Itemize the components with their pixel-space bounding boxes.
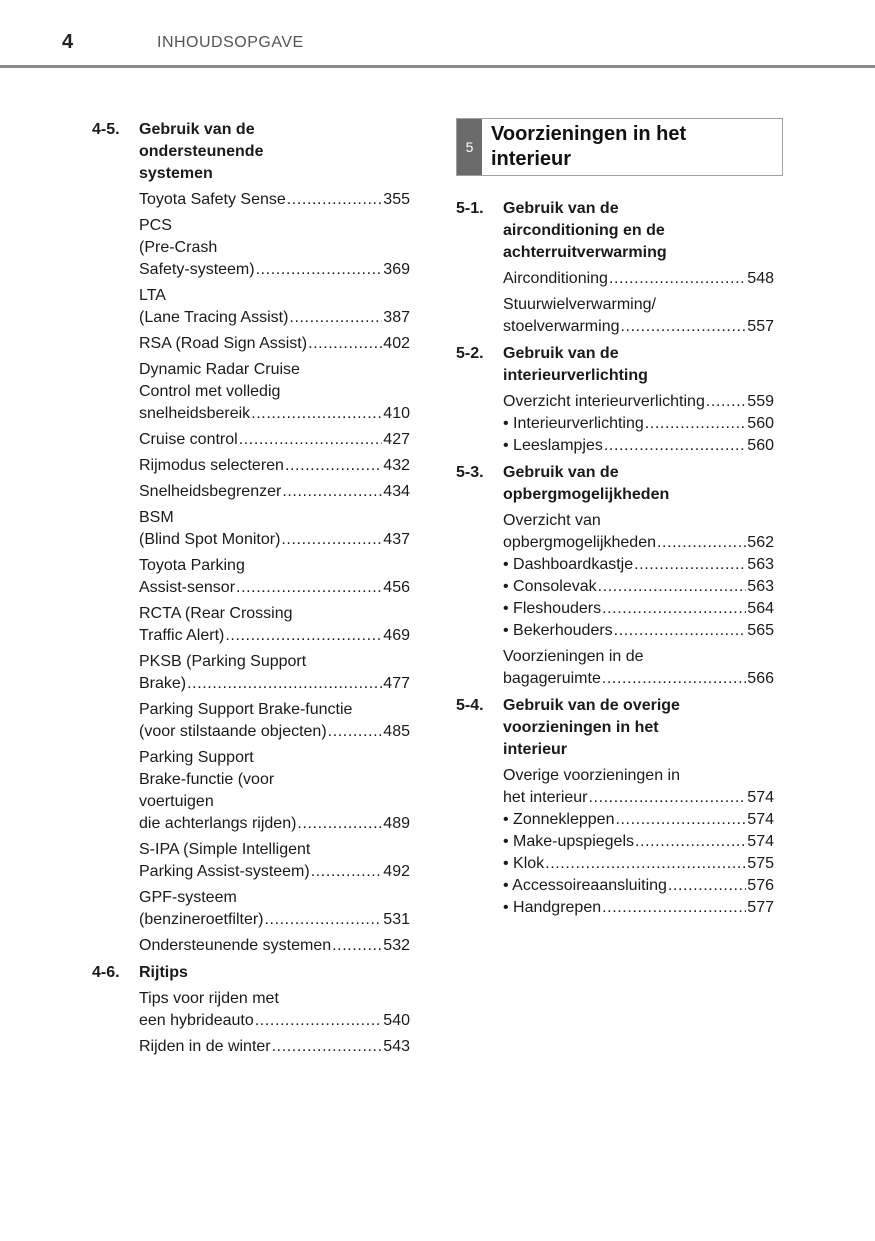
section-title [503, 695, 774, 761]
toc-page-number: 559 [747, 393, 774, 410]
toc-entry[interactable] [503, 554, 774, 576]
toc-entry-text: RCTA (Rear Crossing [139, 605, 293, 622]
section-title-line: interieurverlichting [503, 367, 648, 384]
header-divider [0, 65, 875, 68]
toc-entry-text: Overzicht interieurverlichting [503, 393, 705, 410]
section-title-line: Gebruik van de [503, 200, 619, 217]
toc-entry-line [503, 554, 774, 576]
toc-page-number: 574 [747, 833, 774, 850]
dot-leader [615, 809, 746, 831]
toc-page-number: 540 [383, 1012, 410, 1029]
toc-entry[interactable] [503, 897, 774, 919]
section-title-line: systemen [139, 165, 213, 182]
toc-entry-line [139, 813, 410, 835]
toc-entry-text: Traffic Alert) [139, 627, 225, 644]
toc-page-number: 563 [747, 556, 774, 573]
toc-entry[interactable] [503, 413, 774, 435]
toc-entry[interactable] [503, 268, 774, 290]
dot-leader [289, 307, 382, 329]
toc-entry[interactable] [139, 699, 410, 743]
toc-entry-text: GPF-systeem [139, 889, 237, 906]
toc-page-number: 531 [383, 911, 410, 928]
toc-page-number: 532 [383, 937, 410, 954]
toc-entry-text: Rijden in de winter [139, 1038, 271, 1055]
dot-leader [311, 861, 383, 883]
section-number: 5-1. [456, 200, 484, 217]
chapter-title [482, 119, 686, 175]
section-title-line: opbergmogelijkheden [503, 486, 670, 503]
toc-entry-text: stoelverwarming [503, 318, 620, 335]
toc-entry[interactable] [503, 646, 774, 690]
dot-leader [256, 259, 383, 281]
toc-entry-text: • Klok [503, 855, 545, 872]
toc-page-number: 427 [383, 431, 410, 448]
toc-section [456, 461, 774, 690]
dot-leader [285, 455, 382, 477]
toc-page-number: 543 [383, 1038, 410, 1055]
toc-entry-text: Ondersteunende systemen [139, 937, 332, 954]
page-header [0, 0, 875, 68]
toc-entry-text: • Consolevak [503, 578, 597, 595]
toc-entry-line [503, 831, 774, 853]
toc-entry[interactable] [139, 507, 410, 551]
toc-entry[interactable] [139, 935, 410, 957]
toc-entry-text: Toyota Safety Sense [139, 191, 286, 208]
section-heading [92, 118, 410, 185]
toc-page-number: 432 [383, 457, 410, 474]
toc-entry-line [139, 721, 410, 743]
toc-entry-text: Assist-sensor [139, 579, 236, 596]
toc-entry-line [139, 1010, 410, 1032]
section-title-line: Gebruik van de [503, 345, 619, 362]
dot-leader [668, 875, 746, 897]
toc-entry-line [139, 481, 410, 503]
toc-entry-text: (Blind Spot Monitor) [139, 531, 281, 548]
toc-entry-line [503, 897, 774, 919]
dot-leader [187, 673, 382, 695]
dot-leader [598, 576, 747, 598]
toc-entry-text: Brake) [139, 675, 187, 692]
toc-entry[interactable] [139, 455, 410, 477]
dot-leader [282, 481, 382, 503]
dot-leader [620, 316, 746, 338]
toc-entry-line [503, 268, 774, 290]
toc-entry-line [139, 529, 410, 551]
toc-entry-line [503, 620, 774, 642]
toc-entry[interactable] [139, 651, 410, 695]
toc-right-column [456, 118, 774, 923]
dot-leader [236, 577, 382, 599]
section-title-line: Gebruik van de overige [503, 697, 680, 714]
toc-entry-line [503, 391, 774, 413]
toc-entry-text: • Dashboardkastje [503, 556, 634, 573]
toc-entry-line [139, 625, 410, 647]
toc-page-number: 489 [383, 815, 410, 832]
section-title-line: airconditioning en de [503, 222, 665, 239]
toc-page-number: 387 [383, 309, 410, 326]
toc-entry-text: Parking Assist-systeem) [139, 863, 310, 880]
toc-entry-line [503, 809, 774, 831]
toc-entry-text: snelheidsbereik [139, 405, 251, 422]
toc-entry-text: Overzicht van [503, 512, 601, 529]
toc-page-number: 564 [747, 600, 774, 617]
toc-page-number: 575 [747, 855, 774, 872]
toc-entry-text: • Zonnekleppen [503, 811, 615, 828]
toc-page-number: 469 [383, 627, 410, 644]
toc-entry-line [503, 787, 774, 809]
toc-entry-line [139, 577, 410, 599]
toc-entry[interactable] [503, 435, 774, 457]
toc-entry-text: Parking Support [139, 749, 254, 766]
dot-leader [281, 529, 382, 551]
toc-entry-text: • Fleshouders [503, 600, 602, 617]
toc-entry-text: (Pre-Crash [139, 239, 218, 256]
toc-entry-text: Brake-functie (voor [139, 771, 275, 788]
toc-entry-text: Airconditioning [503, 270, 608, 287]
toc-entry-line [503, 435, 774, 457]
toc-page-number: 456 [383, 579, 410, 596]
toc-entry[interactable] [503, 391, 774, 413]
toc-entry-line [139, 403, 410, 425]
toc-page-number: 560 [747, 437, 774, 454]
section-title [139, 962, 410, 984]
toc-entry[interactable] [139, 285, 410, 329]
dot-leader [602, 598, 746, 620]
section-title-line: Gebruik van de [139, 121, 255, 138]
toc-entry-line [139, 935, 410, 957]
dot-leader [609, 268, 746, 290]
dot-leader [604, 435, 746, 457]
toc-entry-line [139, 189, 410, 211]
toc-entry[interactable] [503, 875, 774, 897]
toc-entry[interactable] [139, 747, 410, 835]
dot-leader [255, 1010, 383, 1032]
toc-page-number: 548 [747, 270, 774, 287]
toc-entry[interactable] [139, 359, 410, 425]
toc-entry[interactable] [503, 620, 774, 642]
toc-page-number: 485 [383, 723, 410, 740]
dot-leader [328, 721, 383, 743]
dot-leader [706, 391, 746, 413]
section-heading [456, 461, 774, 506]
dot-leader [614, 620, 747, 642]
toc-entry-text: (voor stilstaande objecten) [139, 723, 327, 740]
toc-left-column [92, 118, 410, 1062]
section-title-line: ondersteunende [139, 143, 264, 160]
toc-page-number: 566 [747, 670, 774, 687]
toc-entry-line [139, 333, 410, 355]
dot-leader [635, 831, 746, 853]
toc-page-number: 437 [383, 531, 410, 548]
section-heading [456, 342, 774, 387]
section-number: 4-6. [92, 964, 120, 981]
dot-leader [602, 897, 746, 919]
toc-entry[interactable] [139, 555, 410, 599]
section-title-line: Gebruik van de [503, 464, 619, 481]
toc-entry-line [503, 413, 774, 435]
dot-leader [308, 333, 382, 355]
toc-page-number: 562 [747, 534, 774, 551]
toc-entry[interactable] [139, 429, 410, 451]
dot-leader [239, 429, 383, 451]
dot-leader [602, 668, 746, 690]
dot-leader [645, 413, 747, 435]
toc-entry[interactable] [503, 576, 774, 598]
chapter-heading-box [456, 118, 783, 176]
toc-page-number: 557 [747, 318, 774, 335]
toc-entry-text: • Make-upspiegels [503, 833, 634, 850]
toc-entry-text: PCS [139, 217, 172, 234]
toc-entry[interactable] [139, 1036, 410, 1058]
toc-page-number: 355 [383, 191, 410, 208]
toc-entry-line [139, 259, 410, 281]
dot-leader [251, 403, 382, 425]
section-heading [456, 197, 774, 264]
toc-entry-text: • Handgrepen [503, 899, 602, 916]
toc-entry[interactable] [139, 189, 410, 211]
toc-entry-line [139, 1036, 410, 1058]
toc-entry-text: opbergmogelijkheden [503, 534, 656, 551]
toc-entry-text: die achterlangs rijden) [139, 815, 297, 832]
toc-entry-text: Rijmodus selecteren [139, 457, 284, 474]
toc-entry-text: bagageruimte [503, 670, 601, 687]
toc-entry[interactable] [139, 333, 410, 355]
dot-leader [634, 554, 746, 576]
dot-leader [332, 935, 382, 957]
toc-entry[interactable] [503, 598, 774, 620]
chapter-title-line: Voorzieningen in het [491, 123, 687, 145]
page-number: 4 [62, 31, 74, 53]
toc-entry-text: LTA [139, 287, 166, 304]
toc-right-sections [456, 197, 774, 919]
toc-entry-text: • Interieurverlichting [503, 415, 644, 432]
section-number: 4-5. [92, 121, 120, 138]
toc-entry-text: Cruise control [139, 431, 238, 448]
toc-entry[interactable] [503, 809, 774, 831]
header-title: INHOUDSOPGAVE [157, 34, 304, 51]
toc-entry-text: (Lane Tracing Assist) [139, 309, 289, 326]
toc-entry-line [503, 532, 774, 554]
toc-section [456, 694, 774, 919]
chapter-number-tab: 5 [457, 119, 482, 175]
chapter-title-line: interieur [491, 148, 572, 170]
toc-entry-line [503, 598, 774, 620]
section-title-line: voorzieningen in het [503, 719, 659, 736]
toc-entry[interactable] [503, 831, 774, 853]
toc-entry-line [503, 668, 774, 690]
toc-page-number: 576 [747, 877, 774, 894]
toc-entry-text: Safety-systeem) [139, 261, 255, 278]
toc-entry[interactable] [139, 215, 410, 281]
toc-entry-line [139, 909, 410, 931]
section-title [503, 462, 774, 506]
toc-entry-text: Tips voor rijden met [139, 990, 279, 1007]
toc-entry[interactable] [139, 603, 410, 647]
toc-entry[interactable] [139, 839, 410, 883]
toc-entry-text: Control met volledig [139, 383, 281, 400]
toc-entry[interactable] [503, 853, 774, 875]
section-number: 5-3. [456, 464, 484, 481]
dot-leader [589, 787, 747, 809]
toc-entry[interactable] [503, 294, 774, 338]
toc-page-number: 577 [747, 899, 774, 916]
toc-entry-text: RSA (Road Sign Assist) [139, 335, 308, 352]
section-title [503, 343, 774, 387]
toc-entry-text: Voorzieningen in de [503, 648, 644, 665]
dot-leader [225, 625, 382, 647]
toc-section [92, 961, 410, 1058]
dot-leader [265, 909, 383, 931]
toc-entry[interactable] [139, 988, 410, 1032]
toc-entry-text: Dynamic Radar Cruise [139, 361, 300, 378]
section-number: 5-4. [456, 697, 484, 714]
toc-page-number: 434 [383, 483, 410, 500]
section-heading [456, 694, 774, 761]
toc-page-number: 565 [747, 622, 774, 639]
toc-entry[interactable] [139, 481, 410, 503]
toc-entry[interactable] [139, 887, 410, 931]
toc-page-number: 492 [383, 863, 410, 880]
toc-entry-text: BSM [139, 509, 174, 526]
toc-entry-text: voertuigen [139, 793, 214, 810]
toc-entry-text: Snelheidsbegrenzer [139, 483, 282, 500]
toc-entry-line [139, 455, 410, 477]
section-title-line: interieur [503, 741, 568, 758]
toc-section [456, 342, 774, 457]
toc-entry-text: Parking Support Brake-functie [139, 701, 353, 718]
toc-entry-text: S-IPA (Simple Intelligent [139, 841, 311, 858]
toc-entry-text: het interieur [503, 789, 588, 806]
toc-entry-text: een hybrideauto [139, 1012, 254, 1029]
toc-entry-line [503, 853, 774, 875]
toc-page-number: 402 [383, 335, 410, 352]
section-title [503, 198, 774, 264]
toc-entry-line [503, 316, 774, 338]
section-title-line: Rijtips [139, 964, 188, 981]
toc-page-number: 574 [747, 811, 774, 828]
dot-leader [297, 813, 382, 835]
toc-entry-line [139, 673, 410, 695]
toc-entry-line [503, 875, 774, 897]
toc-entry-line [139, 429, 410, 451]
section-number: 5-2. [456, 345, 484, 362]
section-title [139, 119, 410, 185]
section-title-line: achterruitverwarming [503, 244, 667, 261]
toc-page-number: 369 [383, 261, 410, 278]
toc-entry-text: Toyota Parking [139, 557, 245, 574]
dot-leader [545, 853, 746, 875]
toc-page-number: 574 [747, 789, 774, 806]
dot-leader [272, 1036, 383, 1058]
dot-leader [657, 532, 746, 554]
section-heading [92, 961, 410, 984]
toc-entry-text: • Bekerhouders [503, 622, 613, 639]
toc-page-number: 563 [747, 578, 774, 595]
toc-entry-line [139, 861, 410, 883]
toc-entry[interactable] [503, 765, 774, 809]
dot-leader [287, 189, 383, 211]
toc-entry-text: • Accessoireaansluiting [503, 877, 667, 894]
toc-page-number: 410 [383, 405, 410, 422]
toc-entry-text: PKSB (Parking Support [139, 653, 307, 670]
toc-page-number: 560 [747, 415, 774, 432]
toc-page-number: 477 [383, 675, 410, 692]
toc-entry-text: (benzineroetfilter) [139, 911, 264, 928]
toc-entry-text: • Leeslampjes [503, 437, 603, 454]
toc-entry-text: Stuurwielverwarming/ [503, 296, 656, 313]
toc-entry-text: Overige voorzieningen in [503, 767, 680, 784]
toc-section [456, 197, 774, 338]
toc-entry-line [503, 576, 774, 598]
toc-section [92, 118, 410, 957]
toc-entry-line [139, 307, 410, 329]
toc-entry[interactable] [503, 510, 774, 554]
